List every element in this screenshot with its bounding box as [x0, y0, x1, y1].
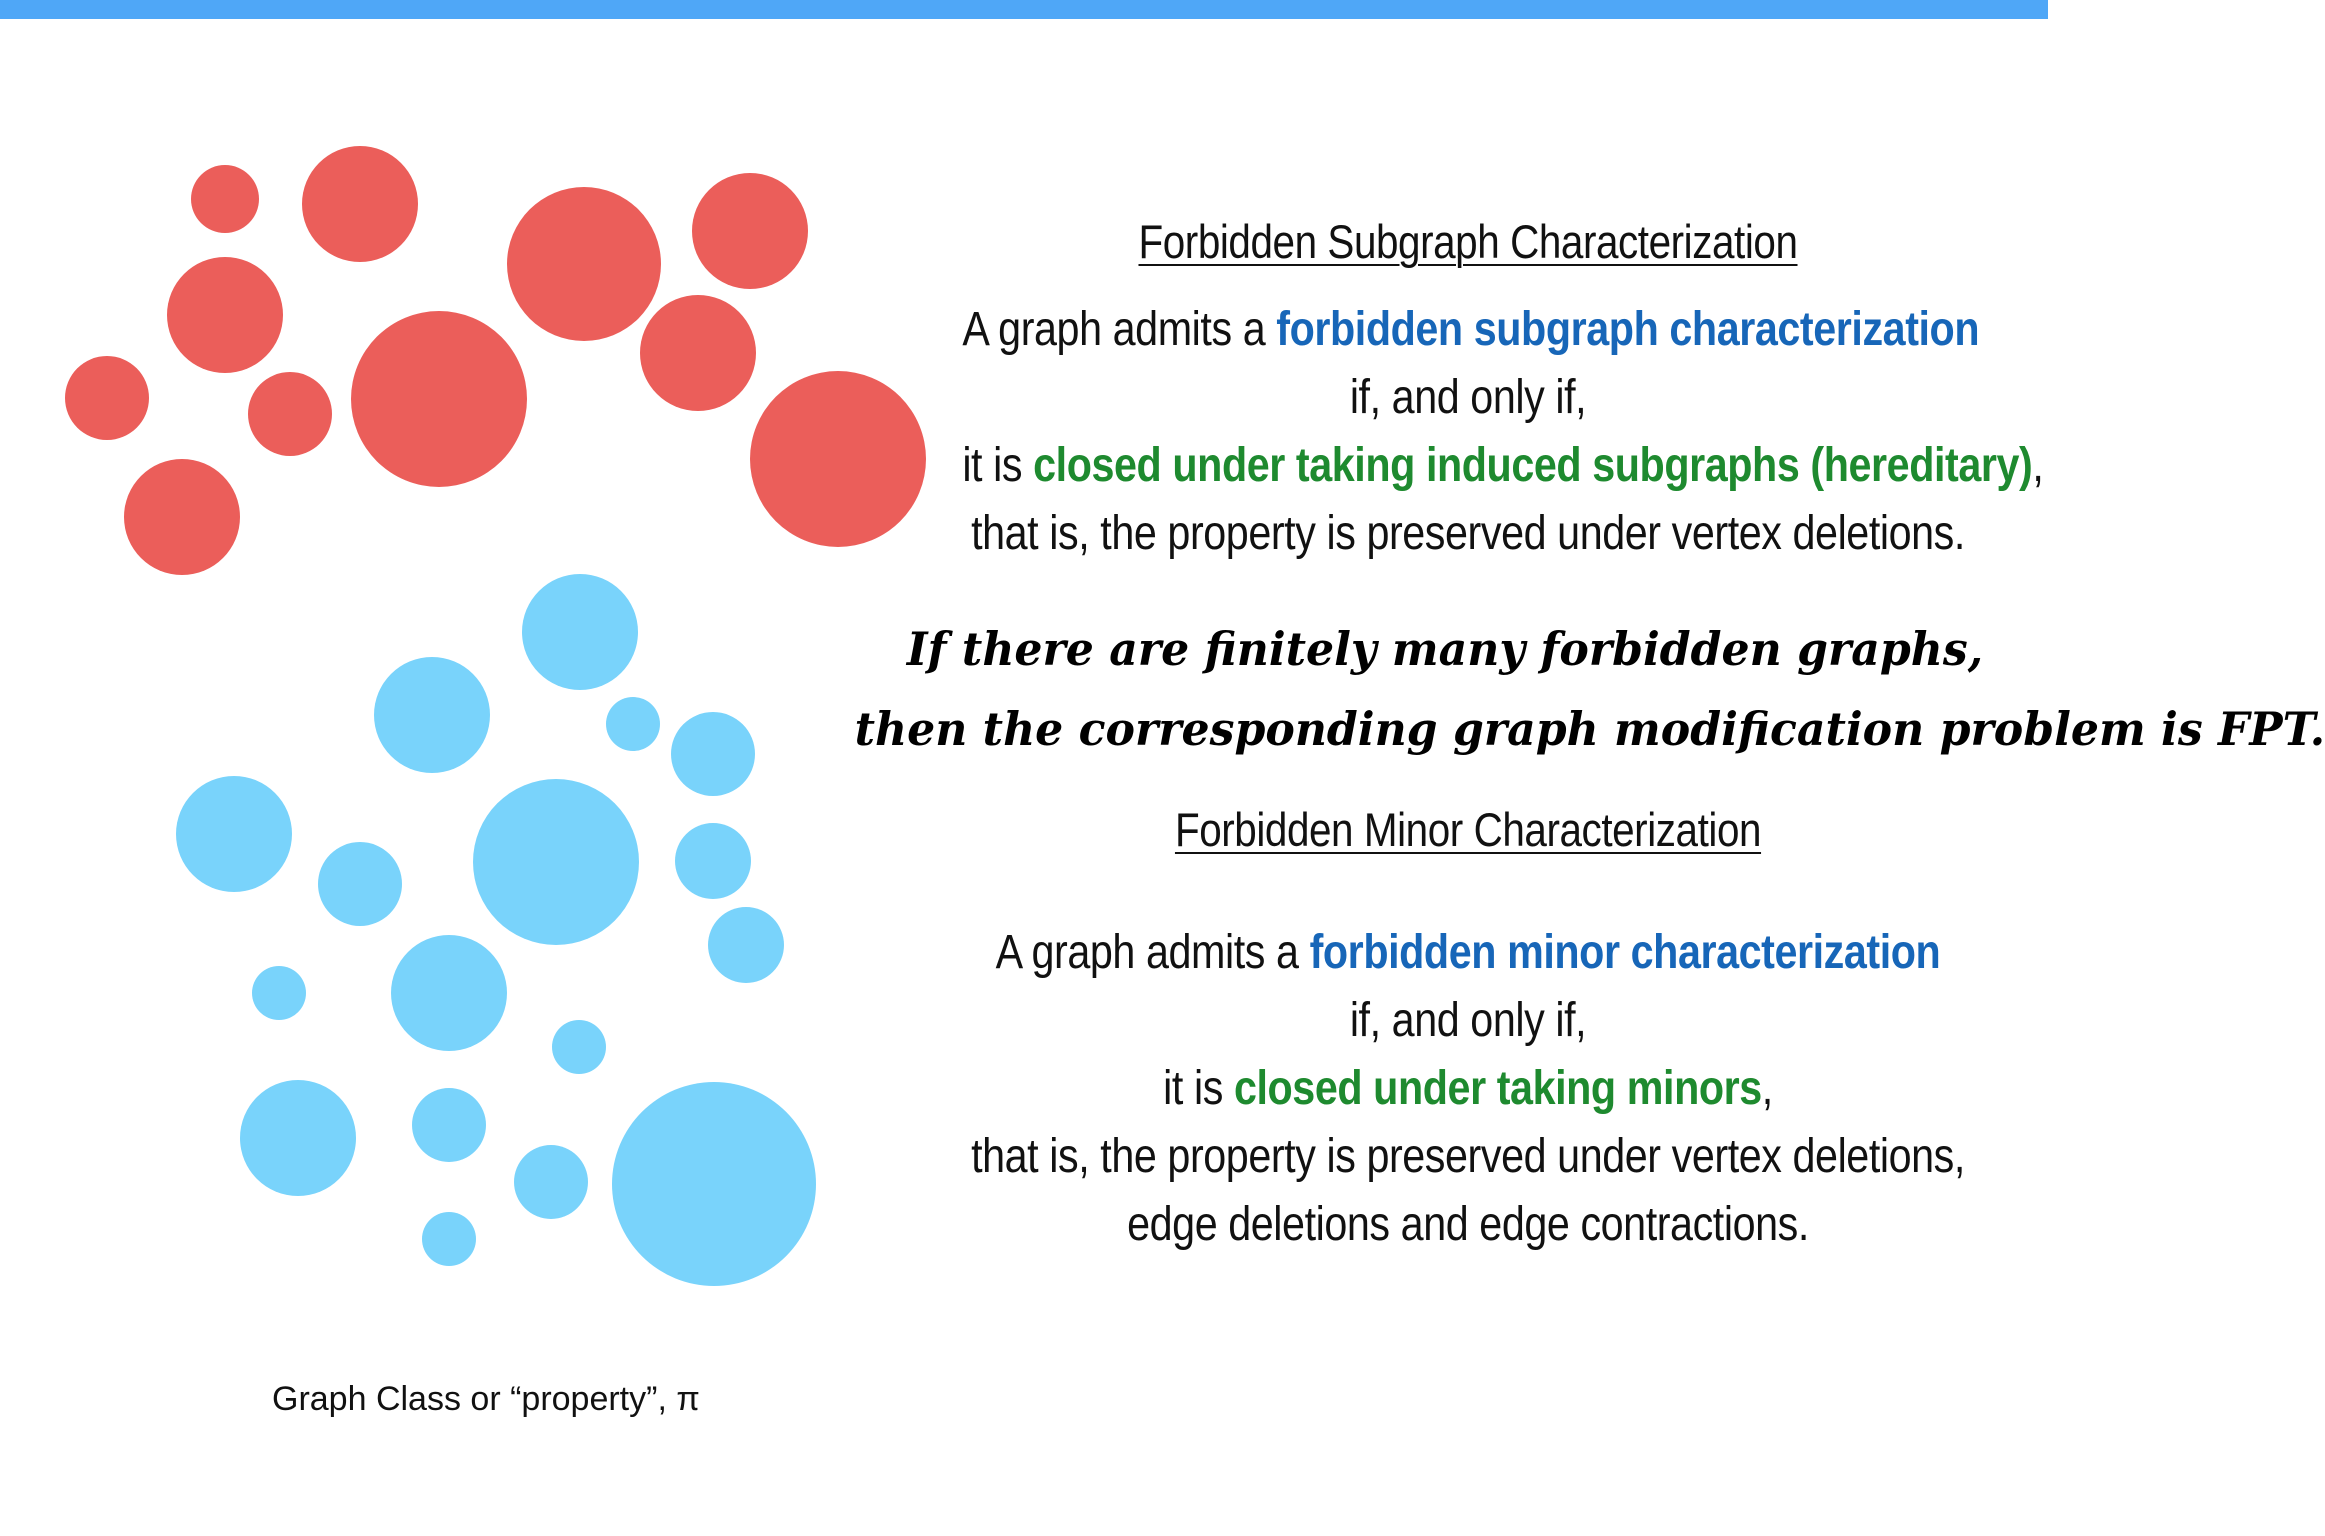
blue-circle — [473, 779, 639, 945]
blue-circle — [552, 1020, 606, 1074]
blue-circle — [240, 1080, 356, 1196]
subgraph-heading: Forbidden Subgraph Characterization — [1138, 215, 1798, 268]
blue-circle — [391, 935, 507, 1051]
minor-line-4: that is, the property is preserved under vertex deletions, — [971, 1130, 1965, 1183]
graph-class-caption: Graph Class or “property”, π — [272, 1380, 700, 1418]
blue-circle-cluster — [176, 574, 816, 1286]
blue-circle — [522, 574, 638, 690]
minor-characterization-term: forbidden minor characterization — [1309, 926, 1941, 979]
minor-line-1 — [962, 925, 1973, 980]
hereditary-condition-term: closed under taking induced subgraphs (hereditary) — [1033, 439, 2033, 492]
subgraph-line-1 — [962, 302, 1980, 357]
red-circle — [302, 146, 418, 262]
minor-closed-condition-term: closed under taking minors — [1233, 1062, 1762, 1115]
blue-circle — [671, 712, 755, 796]
minor-heading: Forbidden Minor Characterization — [1174, 803, 1762, 856]
blue-circle — [412, 1088, 486, 1162]
red-circle — [124, 459, 240, 575]
red-circle — [167, 257, 283, 373]
subgraph-line-4: that is, the property is preserved under vertex deletions. — [971, 507, 1965, 560]
handwritten-note-line-2: then the corresponding graph modification problem is FPT. — [854, 702, 2325, 756]
blue-circle — [708, 907, 784, 983]
blue-circle — [675, 823, 751, 899]
red-circle-cluster — [65, 146, 926, 575]
subgraph-line-2: if, and only if, — [1349, 371, 1587, 424]
subgraph-line-3-prefix: it is — [962, 439, 1034, 492]
blue-circle — [514, 1145, 588, 1219]
minor-line-2: if, and only if, — [1349, 994, 1587, 1047]
blue-circle — [606, 697, 660, 751]
subgraph-characterization-term: forbidden subgraph characterization — [1276, 303, 1980, 356]
blue-circle — [612, 1082, 816, 1286]
blue-circle — [422, 1212, 476, 1266]
red-circle — [191, 165, 259, 233]
minor-line-3-prefix: it is — [1163, 1062, 1234, 1115]
red-circle — [248, 372, 332, 456]
red-circle — [351, 311, 527, 487]
handwritten-note-line-1: If there are finitely many forbidden graphs, — [906, 622, 1984, 676]
minor-line-5: edge deletions and edge contractions. — [1127, 1198, 1809, 1251]
blue-circle — [318, 842, 402, 926]
subgraph-line-1-prefix: A graph admits a — [962, 303, 1277, 356]
red-circle — [65, 356, 149, 440]
red-circle — [640, 295, 756, 411]
minor-line-1-prefix: A graph admits a — [995, 926, 1310, 979]
blue-circle — [374, 657, 490, 773]
subgraph-line-3-suffix: , — [2032, 439, 2044, 492]
subgraph-line-3 — [962, 438, 2044, 493]
red-circle — [507, 187, 661, 341]
minor-line-3-suffix: , — [1761, 1062, 1773, 1115]
red-circle — [692, 173, 808, 289]
blue-circle — [252, 966, 306, 1020]
blue-circle — [176, 776, 292, 892]
minor-line-3 — [962, 1061, 1973, 1116]
red-circle — [750, 371, 926, 547]
